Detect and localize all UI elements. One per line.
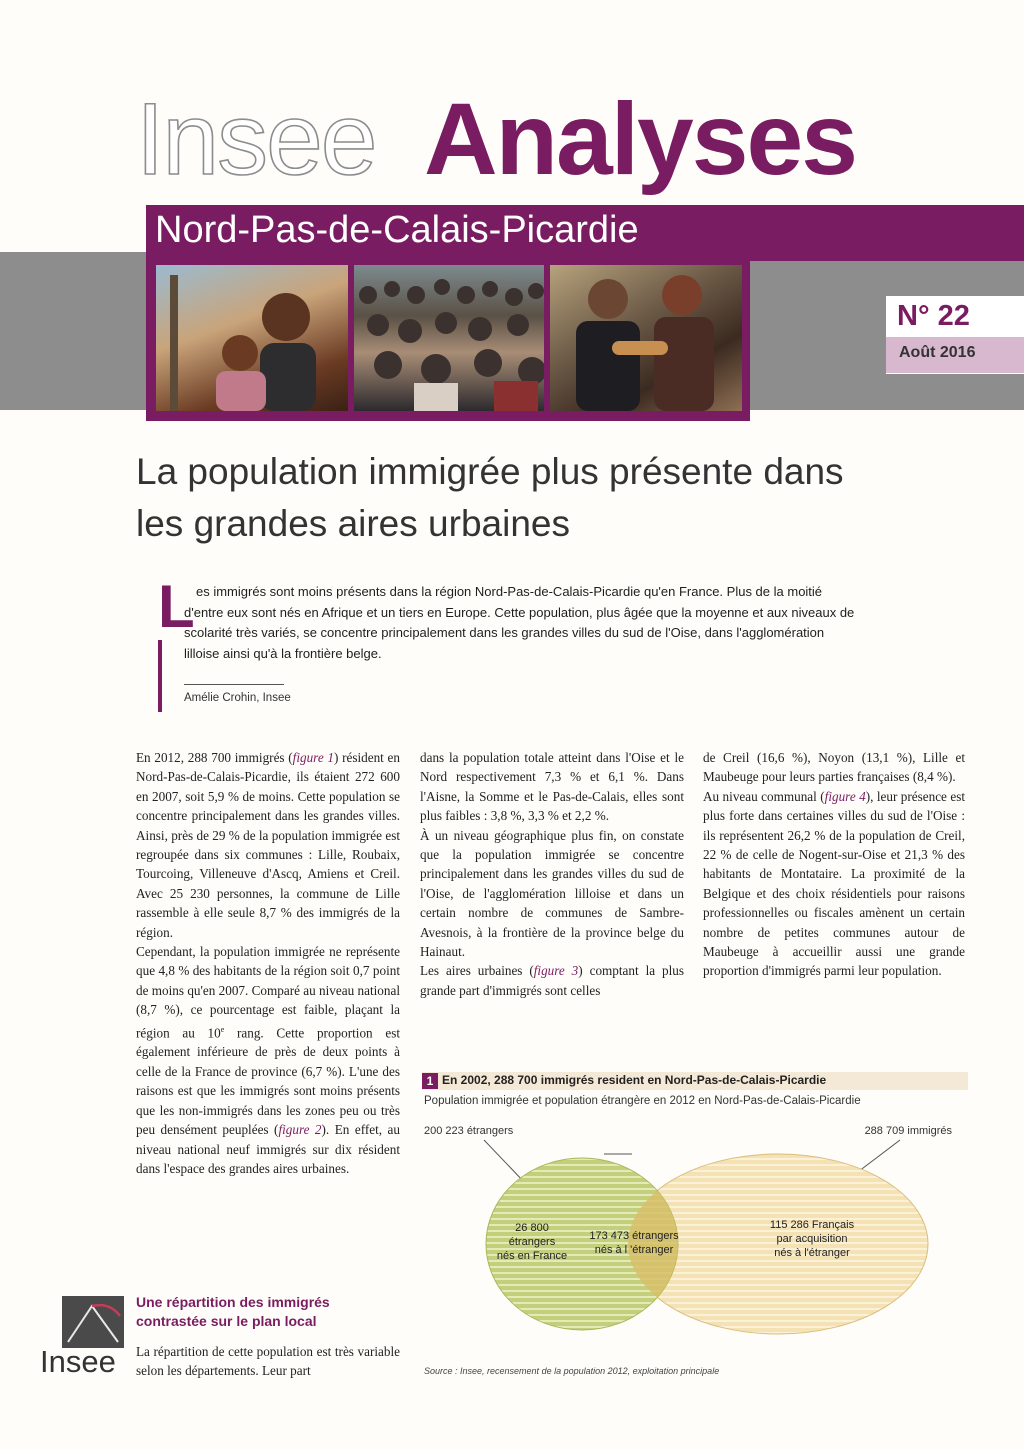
venn-center-line1: 173 473 étrangers: [589, 1230, 679, 1242]
chapo-dropcap: L: [158, 573, 195, 640]
venn-label-left: 200 223 étrangers: [424, 1125, 514, 1137]
region-name: Nord-Pas-de-Calais-Picardie: [155, 209, 639, 251]
figure-3-link[interactable]: figure 3: [533, 963, 579, 979]
insee-wordmark: Insee: [136, 82, 376, 196]
header-photo-strip: [146, 261, 750, 421]
figure-1-number: 1: [422, 1073, 438, 1089]
text: Au niveau communal (: [703, 788, 825, 804]
paragraph: [136, 942, 400, 1178]
body-column-1: [136, 748, 400, 1178]
venn-right-line2: par acquisition: [776, 1233, 848, 1245]
venn-leader-left: [484, 1140, 526, 1184]
paragraph: La répartition de cette population est très variable selon les départements. Leur part: [136, 1344, 400, 1379]
insee-logo-icon: [62, 1296, 124, 1348]
photo-young-couple-illustration: [550, 265, 742, 411]
text: En 2012, 288 700 immigrés (: [136, 750, 293, 765]
text: ) comptant la plus grande part d'immigrés sont celles: [420, 963, 684, 998]
figure-1-link[interactable]: figure 1: [292, 750, 334, 765]
photo-young-couple: [550, 265, 742, 411]
photo-crowd-illustration: [354, 265, 544, 411]
figure-1-venn-diagram: [422, 1118, 968, 1358]
author: Amélie Crohin, Insee: [184, 692, 291, 704]
text: ). En effet, au niveau national neuf immigrés sur dix résident dans l'espace des grandes aires urbaines.: [136, 1122, 400, 1176]
figure-4-link[interactable]: figure 4: [824, 788, 866, 804]
text: Les aires urbaines (: [420, 963, 534, 979]
section-subheading: Une répartition des immigrés contrastée sur le plan local: [136, 1294, 330, 1329]
body-column-3: [703, 748, 965, 981]
body-column-1-end: [136, 1342, 400, 1381]
paragraph: [420, 961, 684, 1000]
paragraph: [136, 748, 400, 942]
figure-1-subtitle: Population immigrée et population étrangère en 2012 en Nord-Pas-de-Calais-Picardie: [424, 1095, 861, 1107]
photo-mother-child: [156, 265, 348, 411]
author-rule: [184, 684, 284, 685]
paragraph: de Creil (16,6 %), Noyon (13,1 %), Lille et Maubeuge pour leurs parties françaises (8,4 %).: [703, 750, 965, 785]
text: rang. Cette proportion est également inférieure de près de deux points à celle de la France de province (6,7 %). L'une des raisons est que les immigrés sont moins présents que les non-immigrés dans les zones peu ou très peu densément peuplées (: [136, 1025, 400, 1138]
venn-left-value: 26 800: [515, 1222, 549, 1234]
photo-mother-child-illustration: [156, 265, 348, 411]
figure-1-source: Source : Insee, recensement de la population 2012, exploitation principale: [424, 1366, 720, 1376]
venn-right-line3: nés à l'étranger: [774, 1247, 850, 1259]
chapo-text: [184, 582, 858, 664]
figure-1-title: En 2002, 288 700 immigrés resident en Nord-Pas-de-Calais-Picardie: [442, 1073, 827, 1087]
venn-right-line1: 115 286 Français: [769, 1219, 855, 1231]
superscript: e: [220, 1024, 225, 1034]
chapo-vertical-bar: [158, 640, 162, 712]
text: Cependant, la population immigrée ne représente que 4,8 % des habitants de la région soit 0,7 point de moins qu'en 2007. Comparé au niveau national (8,7 %), ce pourcentage est faible, plaçant la région au 10: [136, 944, 400, 1041]
article-title: La population immigrée plus présente dans les grandes aires urbaines: [136, 451, 844, 544]
chapo-body: es immigrés sont moins présents dans la région Nord-Pas-de-Calais-Picardie qu'en France. Plus de la moitié d'entre eux sont nés en Afrique et un tiers en Europe. Cette population, plus âgée que la moyenne et aux niveaux de scolarité très variés, se concentre principalement dans les grandes villes du sud de l'Oise, dans l'agglomération lilloise ainsi qu'à la frontière belge.: [184, 584, 855, 661]
paragraph: [703, 787, 965, 981]
issue-number: N° 22: [897, 300, 970, 332]
text: ) résident en Nord-Pas-de-Calais-Picardie, ils étaient 272 600 en 2007, soit 5,9 % de moins. Cette population se concentre principalement dans les grandes villes. Ainsi, près de 29 % de la population immigrée est regroupée dans six communes : Lille, Roubaix, Tourcoing, Villeneuve d'Ascq, Amiens et Creil. Avec 25 230 personnes, la commune de Lille rassemble à elle seule 8,7 % des immigrés de la région.: [136, 750, 400, 940]
issue-date: Août 2016: [899, 344, 976, 361]
venn-left-line3: nés en France: [496, 1250, 568, 1262]
paragraph: dans la population totale atteint dans l'Oise et le Nord respectivement 7,3 % et 6,1 %. Dans l'Aisne, la Somme et le Pas-de-Calais, elles sont plus faibles : 3,8 %, 3,3 % et 2,2 %.: [420, 750, 684, 824]
insee-logo-mark: [62, 1296, 124, 1348]
figure-2-link[interactable]: figure 2: [278, 1122, 322, 1138]
insee-logo-text: Insee: [40, 1344, 116, 1379]
body-column-2: [420, 748, 684, 1000]
paragraph: À un niveau géographique plus fin, on constate que la population immigrée se concentre principalement dans les grandes villes du sud de l'Oise, de l'agglomération lilloise et dans un certain nombre de communes de Sambre-Avesnois, à la frontière de la province belge du Hainaut.: [420, 827, 684, 960]
text: ), leur présence est plus forte dans certaines villes du sud de l'Oise : ils représentent 26,2 % de la population de Creil, 22 % de celle de Nogent-sur-Oise et 21,3 % des habitants de Montataire. La proximité de la Belgique et des choix résidentiels pour raisons professionnelles ou fiscales amènent un certain nombre de petites communes autour de Maubeuge à accueillir aussi une grande proportion d'immigrés parmi leur population.: [703, 788, 965, 979]
venn-label-right: 288 709 immigrés: [864, 1125, 952, 1137]
analyses-wordmark: Analyses: [424, 82, 856, 196]
venn-center-line2: nés à l 'étranger: [594, 1244, 674, 1256]
photo-crowd: [354, 265, 544, 411]
venn-left-line2: étrangers: [508, 1236, 556, 1248]
